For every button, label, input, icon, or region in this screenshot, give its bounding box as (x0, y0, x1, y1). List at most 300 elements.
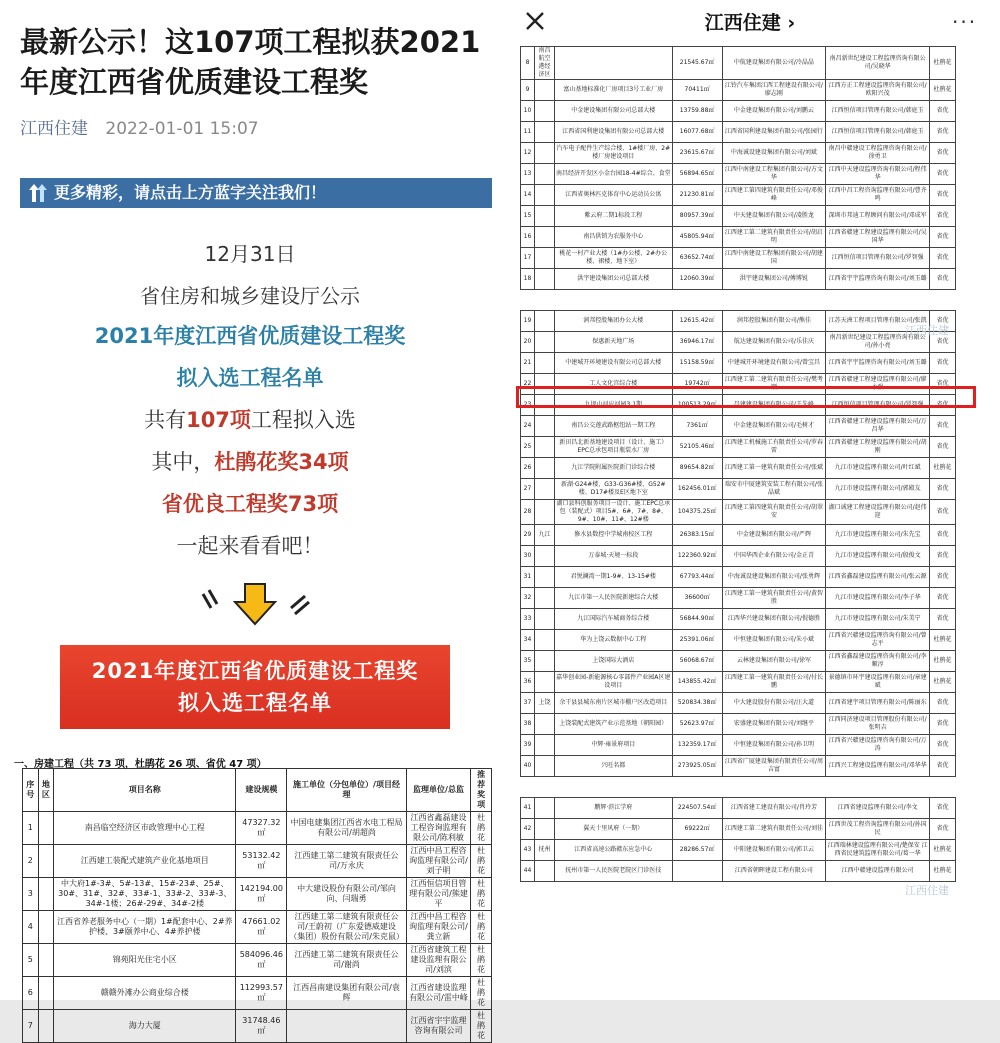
table-header-cell: 项目名称 (54, 769, 236, 812)
table-cell: 锦苑阳光住宅小区 (54, 944, 236, 977)
table-cell: 33 (521, 609, 535, 630)
table-cell: 12615.42㎡ (672, 311, 722, 332)
table-cell: 江西中昌工程咨询监理有限公司/曹齐鸣 (826, 185, 930, 206)
table-row (521, 47, 956, 80)
list-line: 拟入选工程名单 (176, 366, 324, 390)
table-cell: 53132.42㎡ (236, 845, 287, 878)
table-cell: 杜鹃花 (471, 845, 492, 878)
table-cell: 省优 (930, 395, 956, 416)
table-cell: 江西省建工建设有限公司/肖玲芳 (722, 798, 826, 819)
table-cell (38, 1010, 54, 1043)
follow-banner[interactable] (20, 178, 492, 208)
table-cell (534, 227, 554, 248)
publish-datetime: 2022-01-01 15:07 (105, 119, 259, 139)
table-row (521, 672, 956, 693)
table-cell: 5 (23, 944, 39, 977)
table-cell: 江西建工第二建筑有限责任公司/樊考顺 (722, 374, 826, 395)
document-page (520, 46, 982, 882)
table-cell: 16 (521, 227, 535, 248)
table-cell: 省优 (930, 735, 956, 756)
table-cell: 江西省赣建工程建设监理有限公司/万昌华 (826, 416, 930, 437)
table-cell: 中金建设集团有限公司/毛树才 (722, 416, 826, 437)
dujuan-award: 杜鹃花奖34项 (214, 450, 349, 474)
table-cell (534, 206, 554, 227)
table-cell: 11 (521, 122, 535, 143)
table-cell: 80957.39㎡ (672, 206, 722, 227)
table-cell: 江西省赣建工程建设监理有限公司/廖永强 (826, 374, 930, 395)
article-title: 最新公示！这107项工程拟获2021年度江西省优质建设工程奖 (20, 25, 481, 99)
table-cell: 24 (521, 416, 535, 437)
table-cell: 中航建设集团有限公司/冷晶晶 (722, 47, 826, 80)
section-title: 一、房建工程（共 73 项，杜鹃花 26 项、省优 47 项） (14, 759, 267, 770)
table-cell: 31748.46㎡ (236, 1010, 287, 1043)
table-cell: 华为上饶云数据中心工程 (554, 630, 672, 651)
table-cell (534, 269, 554, 290)
highlight-box (516, 386, 976, 408)
table-cell: 江西建工第二建筑有限责任公司/谢尚 (287, 944, 406, 977)
table-cell: 省优 (930, 353, 956, 374)
table-cell: 江西省建设监理有限公司/雷中峰 (406, 977, 471, 1010)
article-meta (20, 114, 259, 139)
table-cell: 新田昌北新基地建设项目（设计、施工）EPC总承包项目瓶装水厂房 (554, 437, 672, 458)
up-arrow-icon (28, 182, 50, 204)
table-cell: 江西省兴赣建设监理咨询有限公司/曾志平 (826, 630, 930, 651)
table-cell: 江西恒信项目管理有限公司/熊建平 (406, 878, 471, 911)
page-gap (520, 777, 982, 797)
table-row (521, 609, 956, 630)
table-cell: 70411㎡ (672, 80, 722, 101)
table-cell: 中国华西企业有限公司/金正青 (722, 546, 826, 567)
table-row (521, 819, 956, 840)
table-cell (534, 861, 554, 882)
table-row (521, 416, 956, 437)
table-header-cell: 监理单位/总监 (406, 769, 471, 812)
table-cell: 224507.54㎡ (672, 798, 722, 819)
table-cell: 江西恒信项目管理有限公司/韩庭玉 (826, 122, 930, 143)
table-row (23, 977, 492, 1010)
table-cell: 修水县数控中学城南校区工程 (554, 525, 672, 546)
table-row (521, 588, 956, 609)
table-cell: 工人文化宫综合楼 (554, 374, 672, 395)
table-cell: 嘉华创业园-新能源核心零部件产业园A区建设项目 (554, 672, 672, 693)
table-cell: 江西省广厦建设集团有限责任公司/周吉富 (722, 756, 826, 777)
table-cell: 省优 (930, 374, 956, 395)
table-cell: 21 (521, 353, 535, 374)
table-cell (534, 479, 554, 500)
table-header-cell: 推荐奖项 (471, 769, 492, 812)
table-cell: 25391.06㎡ (672, 630, 722, 651)
table-cell: 江西省养老服务中心（一期）1#配套中心、2#养护楼、3#颐养中心、4#养护楼 (54, 911, 236, 944)
watermark: 江西住建 (905, 884, 949, 897)
table-row (23, 911, 492, 944)
table-cell: 省优 (930, 143, 956, 164)
table-cell: 润邦控股集团有限公司/熊佳 (722, 311, 826, 332)
table-cell (534, 672, 554, 693)
table-cell: 江西省鑫磊建设工程咨询监理有限公司/陈利敏 (406, 812, 471, 845)
table-cell: 47661.02㎡ (236, 911, 287, 944)
table-cell: 九江市建设监理有限公司/李子华 (826, 588, 930, 609)
table-cell: 56068.67㎡ (672, 651, 722, 672)
table-cell: 江西建工第二建筑有限责任公司/万永庆 (287, 845, 406, 878)
table-cell: 南昌新世纪建设工程监理咨询有限公司/孙小亮 (826, 332, 930, 353)
table-cell: 江西建工机械施工有限责任公司/罗春雷 (722, 437, 826, 458)
table-cell: 35 (521, 651, 535, 672)
table-header-cell: 施工单位（分包单位）/项目经理 (287, 769, 406, 812)
table-cell: 紫云府二期1标段工程 (554, 206, 672, 227)
total-post: 工程拟入选 (250, 408, 356, 432)
table-row (521, 458, 956, 479)
viewer-title[interactable]: 江西住建 › (704, 12, 796, 34)
table-header-cell: 序号 (23, 769, 39, 812)
table-cell: 九江国际汽车城商务综合楼 (554, 609, 672, 630)
table-cell (534, 332, 554, 353)
table-cell: 中阳建设集团有限公司/郭卫云 (722, 840, 826, 861)
more-options-icon[interactable]: ··· (952, 10, 978, 34)
table-cell (534, 80, 554, 101)
table-cell: 143855.42㎡ (672, 672, 722, 693)
table-cell: 中恒建设集团有限公司/朱小斌 (722, 630, 826, 651)
dujuan-line (0, 446, 500, 476)
table-cell: 52623.97㎡ (672, 714, 722, 735)
table-cell: 43 (521, 840, 535, 861)
table-cell: 22 (521, 374, 535, 395)
table-cell: 杜鹃花 (930, 672, 956, 693)
table-cell: 省优 (930, 819, 956, 840)
table-cell: 45805.94㎡ (672, 227, 722, 248)
table-row (521, 269, 956, 290)
project-table-c (520, 797, 956, 882)
table-cell: 洪宇建设集团公司总部大楼 (554, 269, 672, 290)
table-cell: 江西省建宇项目管理有限公司/陈丽东 (826, 693, 930, 714)
table-cell: 江西建工第一建筑有限责任公司/张斌 (722, 458, 826, 479)
table-cell: 中大府1#-3#、5#-13#、15#-23#、25#、30#、31#、32#、33#-1、33#-2、33#-3、34#-1楼；26#-29#、34#-2楼 (54, 878, 236, 911)
table-cell: 杜鹃花 (930, 651, 956, 672)
table-cell: 江西省奥林匹克体育中心运动员公寓 (554, 185, 672, 206)
table-cell: 杜鹃花 (471, 977, 492, 1010)
table-cell: 九江市建设监理有限公司/殷俊文 (826, 546, 930, 567)
table-cell: 南昌经济开发区小金台园18-4#综合、食堂 (554, 164, 672, 185)
account-link[interactable]: 江西住建 (20, 119, 88, 139)
table-cell: 中天建设集团有限公司/凌胜龙 (722, 206, 826, 227)
table-cell: 江西建工第一建筑有限责任公司/黄智胜 (722, 588, 826, 609)
table-cell: 抚州 (534, 840, 554, 861)
table-cell: 4 (23, 911, 39, 944)
viewer-header (500, 0, 1000, 44)
table-cell: 23615.67㎡ (672, 143, 722, 164)
table-cell: 省优 (930, 546, 956, 567)
table-cell (534, 651, 554, 672)
table-cell: 省优 (930, 798, 956, 819)
table-cell: 30 (521, 546, 535, 567)
table-cell: 江西恒信项目管理有限公司/韩庭玉 (826, 101, 930, 122)
table-cell: 江西省高速公路赣东应急中心 (554, 840, 672, 861)
table-cell: 江西恒信项目管理有限公司/罗智强 (826, 248, 930, 269)
table-cell: 桃花一村产业大楼（1#办公楼、2#办公楼、裙楼、地下室） (554, 248, 672, 269)
table-row (521, 525, 956, 546)
table-row (521, 630, 956, 651)
table-cell: 12060.39㎡ (672, 269, 722, 290)
table-cell: 洪宇建设集团公司/傅博锐 (722, 269, 826, 290)
table-cell (534, 500, 554, 525)
table-cell: 江西省赣建工程建设监理有限公司/胡刚 (826, 437, 930, 458)
table-cell: 142194.00㎡ (236, 878, 287, 911)
table-cell: 9 (521, 80, 535, 101)
table-cell (38, 977, 54, 1010)
table-cell: 江西世茂工程咨询监理有限公司/孙国民 (826, 819, 930, 840)
table-row (23, 845, 492, 878)
table-cell (38, 911, 54, 944)
table-cell: 112993.57㎡ (236, 977, 287, 1010)
table-cell: 江西建工第二建筑有限责任公司/胡启明 (722, 227, 826, 248)
table-cell: 12 (521, 143, 535, 164)
table-cell: 润邦控股集团办公大楼 (554, 311, 672, 332)
table-cell: 九江 (534, 525, 554, 546)
dept-line: 省住房和城乡建设厅公示 (140, 284, 360, 308)
table-cell: 16077.68㎡ (672, 122, 722, 143)
table-cell: 省优 (930, 500, 956, 525)
table-cell: 中国电建集团江西省水电工程局有限公司/胡超尚 (287, 812, 406, 845)
table-cell: 南昌公交莲武路枢纽站一期工程 (554, 416, 672, 437)
table-cell (534, 735, 554, 756)
table-cell: 江西省鑫磊建设监理有限公司/张云源 (826, 567, 930, 588)
table-cell: 江西省宇宇监理咨询有限公司/刘玉璐 (826, 269, 930, 290)
table-row (521, 500, 956, 525)
table-cell: 21230.81㎡ (672, 185, 722, 206)
table-row (23, 944, 492, 977)
table-row (521, 248, 956, 269)
down-arrow-icon (195, 580, 315, 630)
table-cell: 余干县县城东南片区城市棚户区改造项目 (554, 693, 672, 714)
table-cell: 云林建设集团有限公司/徐军 (722, 651, 826, 672)
table-cell (534, 101, 554, 122)
table-cell (534, 567, 554, 588)
table-cell: 万泰城·天境一标段 (554, 546, 672, 567)
table-cell: 翼天十里风府（一期） (554, 819, 672, 840)
table-cell: 27 (521, 479, 535, 500)
table-cell: 52105.46㎡ (672, 437, 722, 458)
table-cell: 杜鹃花 (930, 630, 956, 651)
table-cell: 保惠新天地广场 (554, 332, 672, 353)
table-cell: 28 (521, 500, 535, 525)
project-table-b (520, 310, 956, 777)
table-cell: 南昌航空港经济区 (534, 47, 554, 80)
table-cell: 江西省国利建设集团有限公司/张园行 (722, 122, 826, 143)
table-row (521, 693, 956, 714)
table-cell (287, 1010, 406, 1043)
table-cell: 19 (521, 311, 535, 332)
table-cell: 省优 (930, 311, 956, 332)
table-cell: 江西省鑫磊建设监理咨询有限公司/李顺淳 (826, 651, 930, 672)
table-cell: 君悦澜湾一期1-9#、13-15#楼 (554, 567, 672, 588)
table-cell: 省优 (930, 525, 956, 546)
table-cell: 九江市建设监理有限公司/郭殿友 (826, 479, 930, 500)
table-cell: 中恒建设集团有限公司/孙卫明 (722, 735, 826, 756)
table-cell: 南昌供销为农服务中心 (554, 227, 672, 248)
table-cell: 江西恒信项目管理有限公司/罗智强 (826, 395, 930, 416)
table-row (521, 714, 956, 735)
table-cell: 36 (521, 672, 535, 693)
table-cell: 省优 (930, 609, 956, 630)
table-cell: 3 (23, 878, 39, 911)
list-header-line2: 拟入选工程名单 (178, 691, 332, 715)
table-cell: 省优 (930, 248, 956, 269)
table-cell: 15158.59㎡ (672, 353, 722, 374)
table-cell: 63652.74㎡ (672, 248, 722, 269)
total-number: 107项 (186, 408, 251, 432)
table-cell (534, 756, 554, 777)
table-cell: 杜鹃花 (471, 911, 492, 944)
table-cell: 20 (521, 332, 535, 353)
table-cell: 132359.17㎡ (672, 735, 722, 756)
table-row (521, 756, 956, 777)
table-cell: 中金建设集团有限公司总部大楼 (554, 101, 672, 122)
banner-text: 更多精彩，请点击上方蓝字关注我们！ (54, 183, 327, 202)
table-cell: 28286.57㎡ (672, 840, 722, 861)
table-cell: 江西建工第一建筑有限责任公司/付长鹏 (722, 672, 826, 693)
table-cell (534, 546, 554, 567)
table-row (521, 185, 956, 206)
table-cell: 九坝山河应河园3.1期 (554, 395, 672, 416)
table-cell: 69222㎡ (672, 819, 722, 840)
dujuan-pre: 其中， (151, 450, 215, 474)
table-cell: 中金建设集团有限公司/严辉 (722, 525, 826, 546)
table-cell: 杜鹃花 (471, 812, 492, 845)
table-cell: 杜鹃花 (471, 944, 492, 977)
table-cell: 江西中昌工程咨询监理有限公司/刘子明 (406, 845, 471, 878)
table-row (521, 840, 956, 861)
table-cell: 37 (521, 693, 535, 714)
table-cell: 九江市建设监理有限公司/朱美宁 (826, 609, 930, 630)
table-cell: 杜鹃花 (930, 47, 956, 80)
table-row (521, 735, 956, 756)
table-cell: 九江市建设监理有限公司/叶红斌 (826, 458, 930, 479)
table-cell: 湖口诚建工程建设监理有限公司/赵伟迎 (826, 500, 930, 525)
table-cell: 104375.25㎡ (672, 500, 722, 525)
table-cell (534, 588, 554, 609)
table-cell: 省优 (930, 714, 956, 735)
table-cell: 省优 (930, 416, 956, 437)
table-cell (38, 812, 54, 845)
table-cell: 宏盛建设集团有限公司/刘继平 (722, 714, 826, 735)
table-cell: 省优 (930, 756, 956, 777)
table-cell: 上饶装配式建筑产业示范基地（朝阳园） (554, 714, 672, 735)
table-cell: 杜鹃花 (930, 458, 956, 479)
table-cell (534, 630, 554, 651)
table-cell: 7361㎡ (672, 416, 722, 437)
table-cell: 中大建设股份有限公司/汪大道 (722, 693, 826, 714)
table-cell: 34 (521, 630, 535, 651)
table-cell: 17 (521, 248, 535, 269)
article-panel (0, 0, 500, 1040)
table-cell: 湖口县科创服务项目一设计、施工EPC总承包（装配式）项目5#、6#、7#、8#、9#、10#、11#、12#楼 (554, 500, 672, 525)
table-cell: 41 (521, 798, 535, 819)
table-cell: 江西同济建设项目管理股份有限公司/张明吉 (826, 714, 930, 735)
table-cell: 中辉·雍景府项目 (554, 735, 672, 756)
table-cell: 13 (521, 164, 535, 185)
table-cell: 中大建设股份有限公司/邹向向、闫瑞勇 (287, 878, 406, 911)
table-cell: 江西省宇宇监理咨询有限公司 (406, 1010, 471, 1043)
table-cell: 21545.67㎡ (672, 47, 722, 80)
table-cell: 中建城开环境建设有限公司总部大楼 (554, 353, 672, 374)
table-cell: 省优 (930, 479, 956, 500)
table-cell: 杜鹃花 (930, 861, 956, 882)
table-row (23, 1010, 492, 1043)
table-row (23, 812, 492, 845)
table-cell: 江西省建筑工程建设监理有限公司/刘滨 (406, 944, 471, 977)
table-cell: 省优 (930, 227, 956, 248)
table-cell: 273925.05㎡ (672, 756, 722, 777)
table-cell: 38 (521, 714, 535, 735)
table-cell: 67793.44㎡ (672, 567, 722, 588)
table-row (521, 80, 956, 101)
table-cell (534, 185, 554, 206)
table-cell: 瑞安市中厦建筑安装工程有限公司/张晶斌 (722, 479, 826, 500)
table-cell: 深圳市邦迪工程顾问有限公司/邓成军 (826, 206, 930, 227)
table-cell: 省优 (930, 206, 956, 227)
table-cell: 18 (521, 269, 535, 290)
table-row (521, 567, 956, 588)
table-cell: 122360.92㎡ (672, 546, 722, 567)
table-cell: 47327.32㎡ (236, 812, 287, 845)
table-cell (534, 714, 554, 735)
table-cell (534, 458, 554, 479)
table-cell: 江西中南建设工程集团有限公司/胡建国 (722, 248, 826, 269)
table-cell: 15 (521, 206, 535, 227)
table-cell: 26383.15㎡ (672, 525, 722, 546)
date-line: 12月31日 (204, 242, 296, 266)
table-cell: 7 (23, 1010, 39, 1043)
table-cell: 56894.65㎡ (672, 164, 722, 185)
table-cell: 省优 (930, 693, 956, 714)
table-row (521, 353, 956, 374)
table-cell: 南昌临空经济区市政管理中心工程 (54, 812, 236, 845)
table-cell (38, 845, 54, 878)
list-header-line1: 2021年度江西省优质建设工程奖 (91, 659, 419, 683)
document-viewer (500, 0, 1000, 1000)
table-cell: 56844.90㎡ (672, 609, 722, 630)
table-cell: 赣赣外滩办公商业综合楼 (54, 977, 236, 1010)
table-cell: 32 (521, 588, 535, 609)
table-cell: 江西中南建设工程集团有限公司/方文华 (722, 164, 826, 185)
table-cell: 8 (521, 47, 535, 80)
table-cell (38, 878, 54, 911)
table-cell: 南昌中赣建设工程监理咨询有限公司/徐勇卫 (826, 143, 930, 164)
table-cell: 杜鹃花 (471, 878, 492, 911)
table-cell: 162456.01㎡ (672, 479, 722, 500)
table-cell: 江西建工第四建筑有限责任公司/邓俊峰 (722, 185, 826, 206)
table-cell (534, 311, 554, 332)
table-row (521, 651, 956, 672)
table-cell (554, 47, 672, 80)
table-row (521, 332, 956, 353)
closing-line: 一起来看看吧！ (176, 534, 324, 558)
table-cell (534, 248, 554, 269)
table-cell: 上饶 (534, 693, 554, 714)
page-gap (520, 290, 982, 310)
table-cell: 省优 (930, 269, 956, 290)
table-cell: 抚州市第一人民医院老院区门诊医技 (554, 861, 672, 882)
table-cell (534, 437, 554, 458)
table-cell: 江西省兴赣建设监理咨询有限公司/万涛 (826, 735, 930, 756)
table-cell: 36946.17㎡ (672, 332, 722, 353)
award-line: 2021年度江西省优质建设工程奖 (94, 324, 406, 348)
list-header-box (60, 645, 450, 729)
table-row (521, 122, 956, 143)
table-cell: 省优 (930, 101, 956, 122)
table-cell: 江西省宇宇监理咨询有限公司/刘玉璐 (826, 353, 930, 374)
table-row (521, 164, 956, 185)
table-cell: 江苏天洲工程项目管理有限公司/张凯 (826, 311, 930, 332)
